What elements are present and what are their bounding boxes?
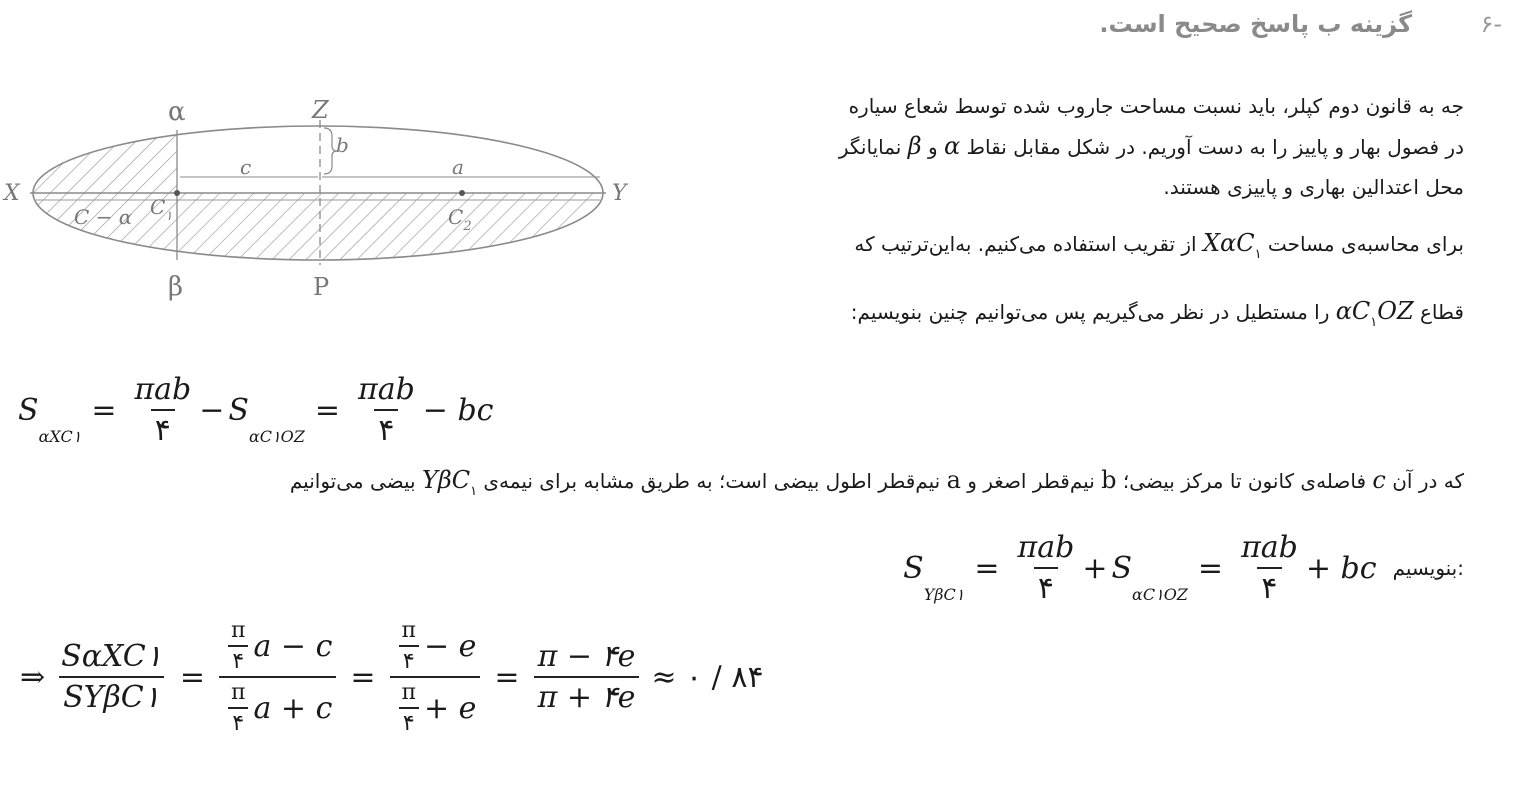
- para-line-2: در فصول بهار و پاییز را به دست آوریم. در شکل مقابل نقاط α و β نمایانگر: [838, 132, 1464, 160]
- label-c1: $C_۱$: [150, 195, 173, 224]
- ratio-fraction-2: $\frac{\pi}{۴}$ − e $\frac{\pi}{۴}$ + e: [390, 618, 481, 736]
- para-line-5: قطاع $\alpha C_۱OZ$ را مستطیل در نظر می‌گیریم پس می‌توانیم چنین بنویسیم:: [850, 297, 1464, 330]
- label-x: X: [4, 181, 20, 206]
- ratio-fraction-3: $\frac{\pi - ۴e}{\pi + ۴e}$: [534, 639, 640, 715]
- para-line-3: محل اعتدالین بهاری و پاییزی هستند.: [1163, 175, 1464, 199]
- ratio-fraction-1: $\frac{\pi}{۴}$ a − c $\frac{\pi}{۴}$ a + c: [219, 618, 336, 736]
- write-label: بنویسیم:: [1392, 556, 1464, 580]
- label-c-minus-a: C − α: [74, 205, 133, 229]
- para-line-1: جه به قانون دوم کپلر، باید نسبت مساحت جاروب شده توسط شعاع سیاره: [848, 94, 1464, 118]
- equation-ratio: ⇒ $\frac{\text{SαXC۱}}{\text{SYβC۱}}$ = $\frac{\pi}{۴}$ a − c $\frac{\pi}{۴}$ a + c = $\frac{\pi}{۴}$ − e $\frac{\pi}{۴}$ + e = $\frac{\pi - ۴e}{\pi + ۴e}$ ≈ ۰ / ۸۴: [20, 618, 764, 736]
- label-z: Z: [312, 96, 329, 124]
- definitions-paragraph: که در آن c فاصله‌ی کانون تا مرکز بیضی؛ b نیم‌قطر اصغر و a نیم‌قطر اطول بیضی است؛ به طریق مشابه برای نیمه‌ی YβC$_۱$ بیضی می‌توانیم: [289, 466, 1464, 499]
- answer-statement: گزینه ب پاسخ صحیح است.: [1099, 10, 1413, 38]
- label-p: P: [313, 273, 330, 301]
- question-number: -۶: [1480, 10, 1502, 38]
- label-beta: β: [168, 272, 184, 302]
- label-b: b: [336, 133, 349, 157]
- ellipse-diagram: [0, 90, 650, 310]
- equation-area-alpha: S αXC۱ = $\frac{\text{πab}}{۴}$ − S αC۱OZ = $\frac{\text{πab}}{۴}$ − bc: [18, 372, 494, 448]
- label-alpha: α: [168, 97, 186, 127]
- label-c: c: [240, 155, 252, 179]
- focus-c2-dot: [459, 190, 465, 196]
- label-c2: $C_2$: [448, 205, 472, 234]
- focus-c1-dot: [174, 190, 180, 196]
- hatch-lower-region: [177, 193, 607, 273]
- para-line-4: برای محاسبه‌ی مساحت XαC$_۱$ از تقریب استفاده می‌کنیم. به‌این‌ترتیب که: [854, 229, 1464, 262]
- equation-area-beta: S YβC۱ = $\frac{\text{πab}}{۴}$ + S αC۱OZ = $\frac{\text{πab}}{۴}$ + bc: [903, 530, 1377, 606]
- equation-area-beta-line: [903, 530, 1464, 606]
- label-a: a: [452, 155, 464, 179]
- label-y: Y: [612, 181, 627, 206]
- question-heading: [1099, 10, 1502, 38]
- explanation-paragraph: [664, 86, 1464, 343]
